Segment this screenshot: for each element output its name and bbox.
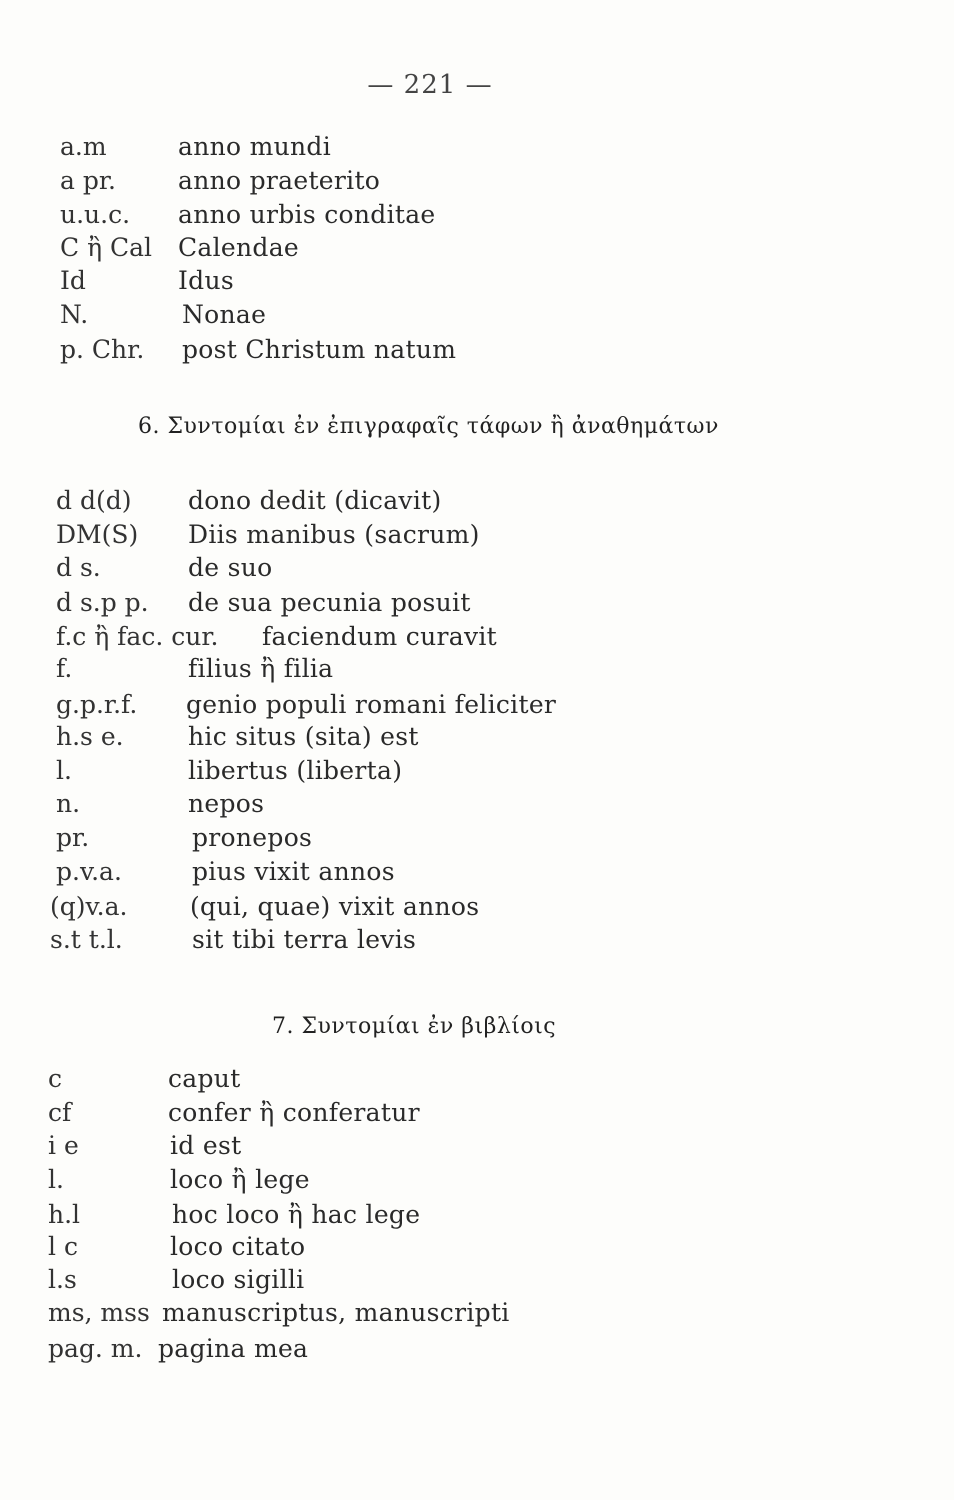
abbreviation: C ἢ Cal (60, 233, 153, 262)
abbreviation: d s. (56, 553, 101, 582)
section-heading-books: 7. Συντομίαι ἐν βιβλίοις (272, 1014, 557, 1039)
abbreviation: u.u.c. (60, 200, 131, 229)
list-item (0, 1062, 954, 1096)
expansion: loco ἢ lege (170, 1165, 310, 1194)
list-item (0, 1296, 954, 1330)
list-item (0, 787, 954, 821)
abbreviation: (q)v.a. (50, 892, 128, 921)
expansion: Calendae (178, 233, 300, 262)
expansion: pagina mea (158, 1334, 309, 1363)
abbreviation: d d(d) (56, 486, 132, 515)
abbreviation: c (48, 1064, 63, 1093)
expansion: hic situs (sita) est (188, 722, 419, 751)
expansion: faciendum curavit (262, 622, 498, 651)
abbreviation: f.c ἢ fac. cur. (56, 622, 219, 651)
list-item (0, 484, 954, 518)
expansion: Idus (178, 266, 235, 295)
expansion: confer ἢ conferatur (168, 1098, 420, 1127)
list-item (0, 333, 954, 367)
abbreviation: s.t t.l. (50, 925, 123, 954)
list-item (0, 821, 954, 855)
expansion: de suo (188, 553, 273, 582)
list-item (0, 1263, 954, 1297)
expansion: pius vixit annos (192, 857, 395, 886)
abbreviation: g.p.r.f. (56, 690, 138, 719)
abbreviation: d s.p p. (56, 588, 149, 617)
expansion: genio populi romani feliciter (186, 690, 557, 719)
list-item (0, 688, 954, 722)
abbreviation: h.s e. (56, 722, 124, 751)
expansion: loco citato (170, 1232, 306, 1261)
list-item (0, 1096, 954, 1130)
abbreviation: i e (48, 1131, 79, 1160)
abbreviation: DM(S) (56, 520, 139, 549)
expansion: manuscriptus, manuscripti (162, 1298, 510, 1327)
list-item (0, 1230, 954, 1264)
list-item (0, 130, 954, 164)
expansion: loco sigilli (172, 1265, 305, 1294)
expansion: dono dedit (dicavit) (188, 486, 442, 515)
list-item (0, 231, 954, 265)
list-item (0, 164, 954, 198)
abbreviation: p. Chr. (60, 335, 145, 364)
expansion: nepos (188, 789, 265, 818)
abbreviation: h.l (48, 1200, 81, 1229)
expansion: pronepos (192, 823, 313, 852)
list-item (0, 754, 954, 788)
expansion: caput (168, 1064, 241, 1093)
page-number: — 221 — (367, 70, 493, 100)
abbreviation: n. (56, 789, 81, 818)
abbreviation: Id (60, 266, 86, 295)
list-item (0, 1332, 954, 1366)
abbreviation: l. (56, 756, 72, 785)
expansion: libertus (liberta) (188, 756, 403, 785)
abbreviation: l.s (48, 1265, 77, 1294)
abbreviation: l. (48, 1165, 64, 1194)
list-item (0, 890, 954, 924)
list-item (0, 620, 954, 654)
list-item (0, 518, 954, 552)
list-item (0, 855, 954, 889)
abbreviation: a.m (60, 132, 107, 161)
expansion: hoc loco ἢ hac lege (172, 1200, 421, 1229)
expansion: id est (170, 1131, 242, 1160)
abbreviation: cf (48, 1098, 72, 1127)
expansion: post Christum natum (182, 335, 457, 364)
list-item (0, 652, 954, 686)
section-heading-inscriptions: 6. Συντομίαι ἐν ἐπιγραφαῖς τάφων ἢ ἀναθημάτων (138, 414, 719, 439)
abbreviation: l c (48, 1232, 78, 1261)
abbreviation: f. (56, 654, 73, 683)
list-item (0, 923, 954, 957)
expansion: anno urbis conditae (178, 200, 436, 229)
list-item (0, 298, 954, 332)
list-item (0, 551, 954, 585)
abbreviation: pag. m. (48, 1334, 143, 1363)
expansion: Nonae (182, 300, 267, 329)
abbreviation: a pr. (60, 166, 117, 195)
list-item (0, 264, 954, 298)
expansion: filius ἢ filia (188, 654, 334, 683)
expansion: sit tibi terra levis (192, 925, 417, 954)
expansion: Diis manibus (sacrum) (188, 520, 480, 549)
expansion: anno mundi (178, 132, 332, 161)
abbreviation: p.v.a. (56, 857, 122, 886)
list-item (0, 1163, 954, 1197)
abbreviation: N. (60, 300, 89, 329)
expansion: (qui, quae) vixit annos (190, 892, 480, 921)
expansion: de sua pecunia posuit (188, 588, 471, 617)
abbreviation: ms, mss (48, 1298, 150, 1327)
expansion: anno praeterito (178, 166, 381, 195)
list-item (0, 198, 954, 232)
list-item (0, 1198, 954, 1232)
list-item (0, 720, 954, 754)
list-item (0, 586, 954, 620)
list-item (0, 1129, 954, 1163)
abbreviation: pr. (56, 823, 90, 852)
